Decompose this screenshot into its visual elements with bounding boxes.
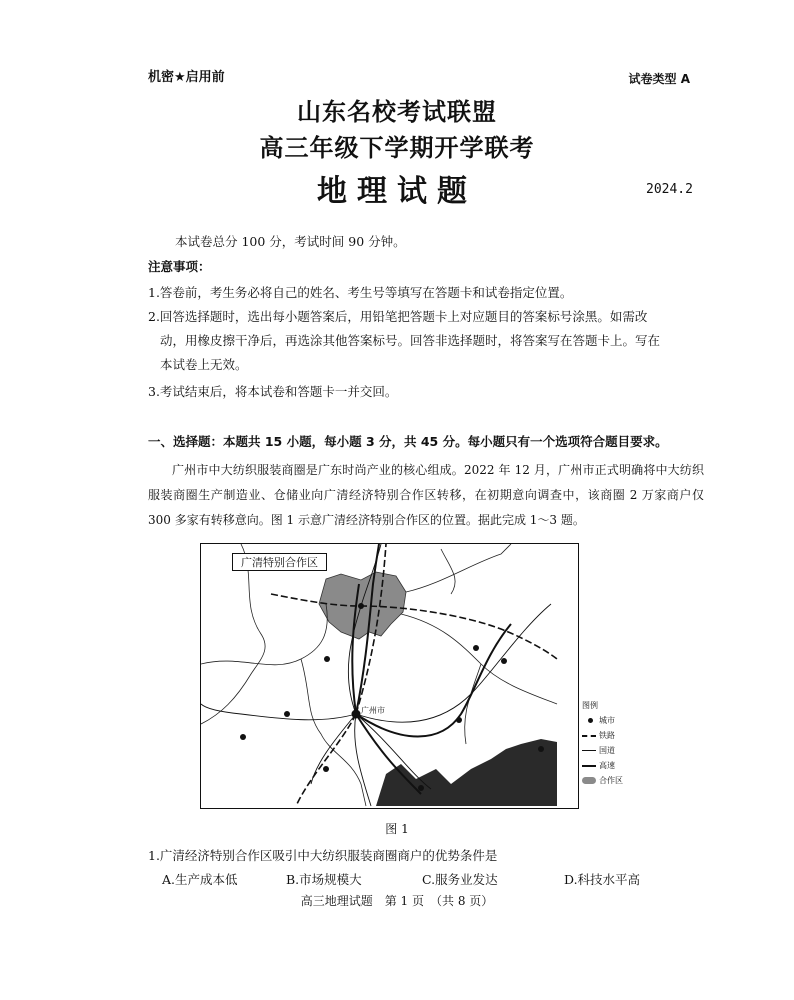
notice-item-2-line-3: 本试卷上无效。 (160, 357, 248, 372)
city-dot (538, 746, 544, 752)
passage-text: 广州市中大纺织服装商圈是广东时尚产业的核心组成。2022 年 12 月，广州市正式明确将中大纺织服装商圈生产制造业、仓储业向广清经济特别合作区转移，在初期意向调查中，该商圈 2 万家商户仅 300 多家有转移意向。图 1 示意广清经济特别合作区的位置。据此完成 1～3 题。 (148, 463, 704, 527)
notice-item-3: 3.考试结束后，将本试卷和答题卡一并交回。 (148, 384, 398, 399)
city-dot (456, 717, 462, 723)
guangzhou-label: 广州市 (361, 706, 385, 715)
figure-label: 图 1 (385, 822, 409, 836)
paper-type-label: 试卷类型 A (628, 72, 690, 86)
guangzhou-city-dot (352, 710, 361, 719)
confidential-label: 机密★启用前 (148, 70, 225, 85)
option-c: C.服务业发达 (422, 872, 498, 887)
exam-date: 2024.2 (646, 182, 693, 197)
notice-heading: 注意事项： (148, 259, 211, 274)
exam-subtitle: 高三年级下学期开学联考 (259, 133, 535, 162)
option-d: D.科技水平高 (564, 872, 641, 887)
legend-city: 城市 (582, 713, 652, 728)
legend-highway-icon (582, 765, 596, 767)
legend-heading-text: 图例 (582, 701, 598, 710)
city-dot (358, 603, 364, 609)
question-1-stem: 1.广清经济特别合作区吸引中大纺织服装商圈商户的优势条件是 (148, 848, 498, 863)
map-title: 广清特别合作区 (232, 553, 327, 571)
question-1-options (162, 870, 682, 888)
section-heading: 一、选择题：本题共 15 小题，每小题 3 分，共 45 分。每小题只有一个选项符合题目要求。 (148, 434, 668, 449)
sea-area (376, 739, 557, 806)
legend-highway: 高速 (582, 758, 652, 773)
exam-intro: 本试卷总分 100 分，考试时间 90 分钟。 (175, 234, 406, 249)
subject-title: 地理试题 (317, 174, 477, 209)
notice-item-2 (148, 305, 704, 377)
legend-national-road: 国道 (582, 743, 652, 758)
option-a: A.生产成本低 (162, 872, 238, 887)
city-dot (284, 711, 290, 717)
legend-road-icon (582, 750, 596, 751)
city-dot (473, 645, 479, 651)
legend-zone-icon (582, 777, 596, 784)
legend-city-icon (588, 718, 593, 723)
city-dot (501, 658, 507, 664)
city-dot (418, 785, 424, 791)
option-b: B.市场规模大 (286, 872, 362, 887)
location-map (200, 543, 579, 809)
notice-item-2-line-2: 动，用橡皮擦干净后，再选涂其他答案标号。回答非选择题时，将答案写在答题卡上。写在 (160, 333, 661, 348)
legend-panel (582, 698, 652, 788)
notice-item-1: 1.答卷前，考生务必将自己的姓名、考生号等填写在答题卡和试卷指定位置。 (148, 285, 573, 300)
exam-union-title: 山东名校考试联盟 (297, 97, 497, 126)
city-dot (240, 734, 246, 740)
map-graphic (201, 544, 578, 808)
page-footer: 高三地理试题 第 1 页 （共 8 页） (300, 894, 494, 908)
city-dot (323, 766, 329, 772)
question-passage (148, 458, 704, 533)
city-dot (324, 656, 330, 662)
legend-railway: 铁路 (582, 728, 652, 743)
legend-railway-icon (582, 735, 596, 737)
legend-zone: 合作区 (582, 773, 652, 788)
notice-item-2-line-1: 2.回答选择题时，选出每小题答案后，用铅笔把答题卡上对应题目的答案标号涂黑。如需改 (148, 309, 648, 324)
